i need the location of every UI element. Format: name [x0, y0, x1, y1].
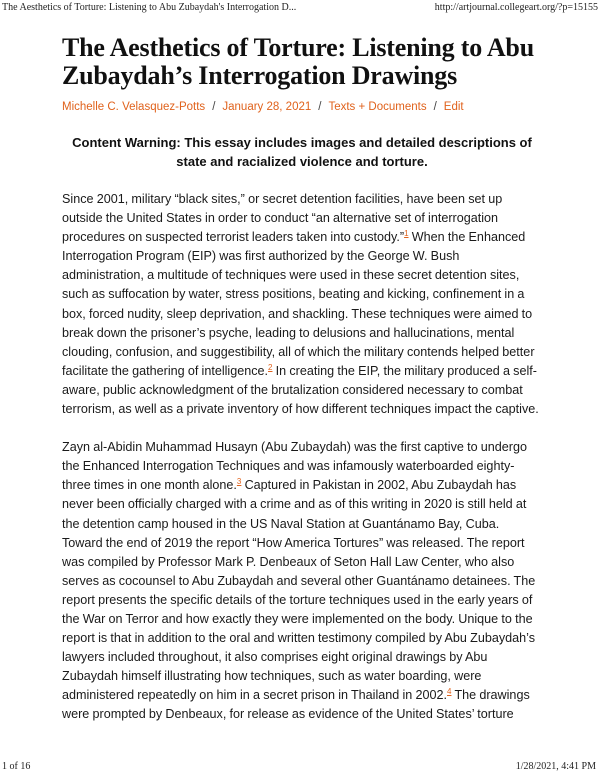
content-warning: Content Warning: This essay includes images and detailed descriptions of state and racialized violence and torture.	[72, 135, 532, 169]
footnote-link[interactable]: 4	[447, 687, 452, 697]
footnote-link[interactable]: 1	[404, 229, 409, 238]
date-link[interactable]: January 28, 2021	[222, 101, 312, 113]
author-link[interactable]: Michelle C. Velasquez-Potts	[62, 101, 206, 113]
body-paragraph	[62, 190, 542, 419]
paragraph-text: When the Enhanced Interrogation Program (EIP) was first authorized by the George W. Bush administration, a multitude of techniques were used in these secret detention sites, such as suffocation by water, stress positions, beating and kicking, confinement in a box, forced nudity, sleep deprivation, and shackling. These techniques were aimed to break down the prisoner’s psyche, leading to delusions and hallucinations, mental clouding, confusion, and suggestibility, all of which the military contends helped better facilitate the gathering of intelligence.	[62, 230, 535, 378]
paragraph-text: Since 2001, military “black sites,” or secret detention facilities, have been set up outside the United States in order to conduct “an alternative set of interrogation procedures on suspected terrorist leaders taken into custody.”	[62, 192, 503, 245]
paragraph-text: In creating the EIP, the military produced a self-aware, public acknowledgment of the brutalization considered necessary to combat terrorism, as well as a private inventory of how different techniques impact the captive.	[62, 363, 539, 417]
meta-separator: /	[318, 101, 322, 113]
paragraph-text: Captured in Pakistan in 2002, Abu Zubaydah has never been officially charged with a crime and as of this writing in 2020 is still held at the detention camp housed in the US Naval Station at Guantánamo Bay, Cuba. Toward the end of 2019 the report “How America Tortures” was released. The report was compiled by Professor Mark P. Denbeaux of Seton Hall Law Center, who also serves as cocounsel to Abu Zubaydah and several other Guantánamo detainees. The report presents the specific details of the torture techniques used in the early years of the War on Terror and how exactly they were implemented on the body. Unique to the report is that in addition to the oral and written testimony compiled by Abu Zubaydah’s lawyers included throughout, it also comprises eight original drawings by Abu Zubaydah himself illustrating how techniques, such as water boarding, were administered repeatedly on him in a secret prison in Thailand in 2002.	[62, 478, 536, 703]
print-footer	[0, 761, 600, 773]
category-link[interactable]: Texts + Documents	[328, 101, 427, 113]
meta-separator: /	[433, 101, 437, 113]
paragraph-text: Zayn al-Abidin Muhammad Husayn (Abu Zubaydah) was the first captive to undergo the Enhanced Interrogation Techniques and was infamously waterboarded eighty-three times in one month alone.	[62, 440, 528, 493]
paragraph-text: The drawings were prompted by Denbeaux, for release as evidence of the United States’ torture	[62, 688, 530, 722]
article-title: The Aesthetics of Torture: Listening to Abu Zubaydah’s Interrogation Drawings	[62, 33, 534, 90]
meta-separator: /	[212, 101, 216, 113]
article	[62, 34, 542, 725]
print-header	[0, 2, 600, 14]
footnote-link[interactable]: 2	[268, 362, 273, 372]
print-header-url: http://artjournal.collegeart.org/?p=15155	[434, 2, 598, 13]
print-timestamp: 1/28/2021, 4:41 PM	[515, 761, 596, 772]
page-count: 1 of 16	[2, 761, 31, 772]
article-meta	[62, 100, 542, 114]
print-header-title: The Aesthetics of Torture: Listening to Abu Zubaydah's Interrogation D...	[2, 2, 297, 13]
body-paragraph	[62, 438, 542, 724]
edit-link[interactable]: Edit	[443, 101, 464, 113]
footnote-link[interactable]: 3	[236, 477, 242, 487]
